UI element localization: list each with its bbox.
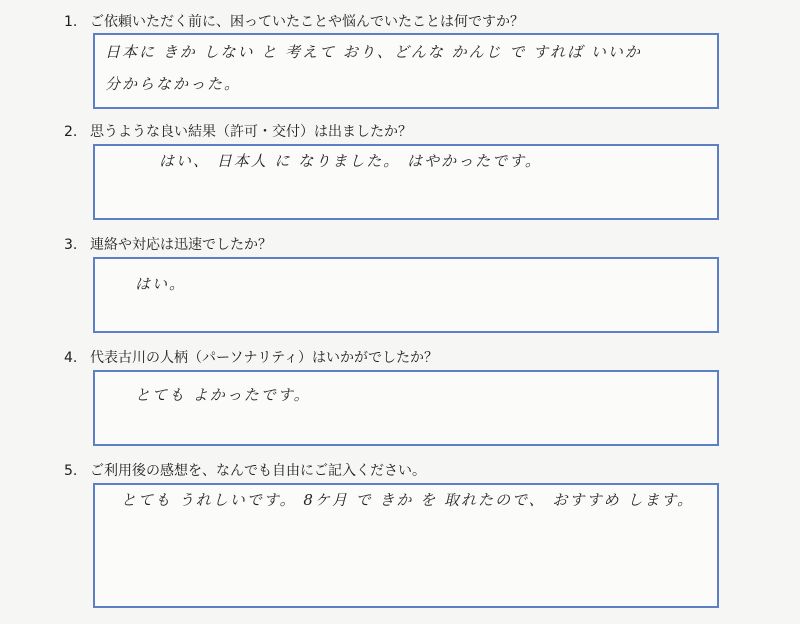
question-1-text: ご依頼いただく前に、困っていたことや悩んでいたことは何ですか？ — [90, 14, 524, 30]
question-2-heading — [64, 122, 412, 142]
question-4-heading — [64, 348, 438, 368]
answer-box-1 — [93, 33, 719, 109]
question-2-number: 2. — [64, 124, 78, 140]
question-5-number: 5. — [64, 463, 78, 479]
answer-5-line-1: とても うれしいです。 8ケ月 で きか を 取れたので、 おすすめ します。 — [121, 491, 695, 509]
question-2-text: 思うような良い結果（許可・交付）は出ましたか？ — [90, 124, 412, 140]
question-4-text: 代表古川の人柄（パーソナリティ）はいかがでしたか？ — [90, 350, 439, 366]
answer-1-line-2: 分からなかった。 — [105, 75, 242, 93]
answer-box-4 — [93, 370, 719, 446]
answer-box-3 — [93, 257, 719, 333]
answer-2-line-1: はい、 日本人 に なりました。 はやかったです。 — [159, 152, 542, 170]
question-5-text: ご利用後の感想を、なんでも自由にご記入ください。 — [90, 463, 426, 479]
answer-4-line-1: とても よかったです。 — [135, 386, 311, 404]
question-4-number: 4. — [64, 350, 78, 366]
question-1-heading — [64, 12, 524, 32]
question-3-number: 3. — [64, 237, 78, 253]
question-1-number: 1. — [64, 14, 78, 30]
answer-box-5 — [93, 483, 719, 608]
question-3-text: 連絡や対応は迅速でしたか？ — [90, 237, 272, 253]
answer-box-2 — [93, 144, 719, 220]
question-3-heading — [64, 235, 272, 255]
question-5-heading — [64, 461, 426, 481]
answer-3-line-1: はい。 — [135, 275, 187, 293]
answer-1-line-1: 日本に きか しない と 考えて おり、どんな かんじ で すれば いいか — [105, 43, 642, 61]
